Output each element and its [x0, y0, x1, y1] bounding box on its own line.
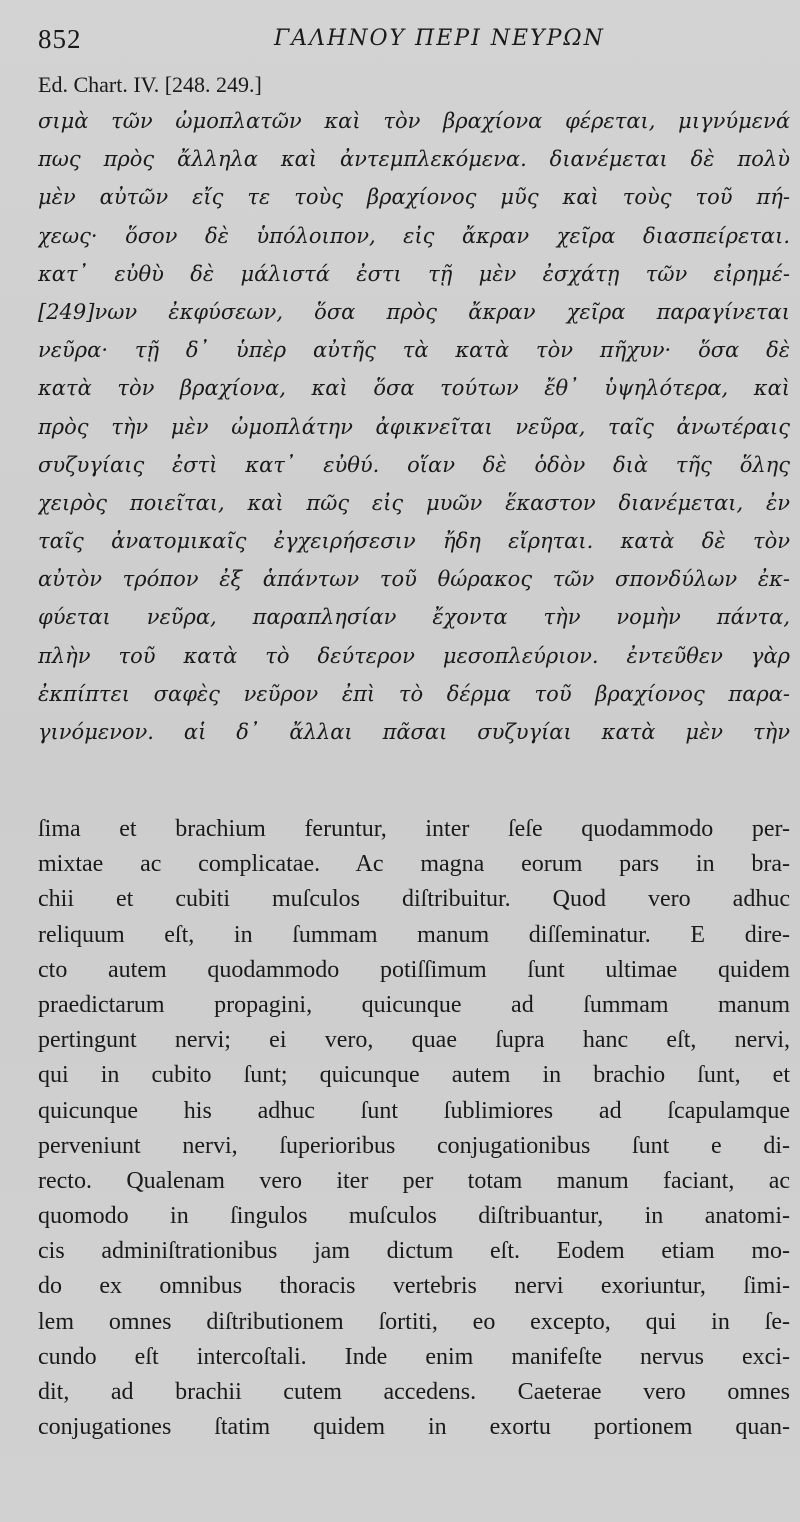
latin-line: conjugationes ſtatim quidem in exortu portionem quan- — [38, 1414, 790, 1441]
latin-line: reliquum eſt, in ſummam manum diſſeminatur. E dire- — [38, 921, 790, 948]
greek-line: αὐτὸν τρόπον ἐξ ἁπάντων τοῦ θώρακος τῶν σπονδύλων ἐκ- — [38, 567, 790, 592]
greek-line: ταῖς ἀνατομικαῖς ἐγχειρήσεσιν ἤδη εἴρηται. κατὰ δὲ τὸν — [38, 529, 790, 554]
latin-line: quomodo in ſingulos muſculos diſtribuantur, in anatomi- — [38, 1203, 790, 1230]
latin-line: cis adminiſtrationibus jam dictum eſt. Eodem etiam mo- — [38, 1238, 790, 1265]
greek-line: χειρὸς ποιεῖται, καὶ πῶς εἰς μυῶν ἕκαστον διανέμεται, ἐν — [38, 490, 790, 515]
latin-line: chii et cubiti muſculos diſtribuitur. Quod vero adhuc — [38, 886, 790, 913]
greek-text-block — [38, 102, 790, 751]
page-header — [38, 24, 778, 58]
greek-line: νεῦρα· τῇ δ᾽ ὑπὲρ αὐτῆς τὰ κατὰ τὸν πῆχυν· ὅσα δὲ — [38, 338, 790, 363]
greek-line: γινόμενον. αἱ δ᾽ ἄλλαι πᾶσαι συζυγίαι κατὰ μὲν τὴν — [38, 720, 790, 744]
latin-line: recto. Qualenam vero iter per totam manum faciant, ac — [38, 1167, 790, 1194]
greek-line: πως πρὸς ἄλληλα καὶ ἀντεμπλεκόμενα. διανέμεται δὲ πολὺ — [38, 147, 790, 172]
latin-line: qui in cubito ſunt; quicunque autem in brachio ſunt, et — [38, 1062, 790, 1089]
latin-line: perveniunt nervi, ſuperioribus conjugationibus ſunt e di- — [38, 1132, 790, 1159]
latin-line: mixtae ac complicatae. Ac magna eorum pars in bra- — [38, 851, 790, 878]
latin-line: pertingunt nervi; ei vero, quae ſupra hanc eſt, nervi, — [38, 1027, 790, 1054]
latin-line: lem omnes diſtributionem ſortiti, eo excepto, qui in ſe- — [38, 1308, 790, 1335]
greek-line: κατ᾽ εὐθὺ δὲ μάλιστά ἐστι τῇ μὲν ἐσχάτῃ τῶν εἰρημέ- — [38, 261, 790, 286]
greek-line: φύεται νεῦρα, παραπλησίαν ἔχοντα τὴν νομὴν πάντα, — [38, 605, 790, 630]
latin-line: cundo eſt intercoſtali. Inde enim manifeſte nervus exci- — [38, 1343, 790, 1370]
running-title: ΓΑΛΗΝΟΥ ΠΕΡΙ ΝΕΥΡΩΝ — [274, 26, 605, 51]
latin-text-block — [38, 812, 790, 1445]
greek-line: κατὰ τὸν βραχίονα, καὶ ὅσα τούτων ἔθ᾽ ὑψηλότερα, καὶ — [38, 376, 790, 401]
latin-line: ſima et brachium feruntur, inter ſeſe quodammodo per- — [38, 816, 790, 842]
greek-line: πλὴν τοῦ κατὰ τὸ δεύτερον μεσοπλεύριον. ἐντεῦθεν γὰρ — [38, 643, 790, 668]
latin-line: quicunque his adhuc ſunt ſublimiores ad ſcapulamque — [38, 1097, 790, 1124]
page-number: 852 — [38, 24, 82, 54]
greek-line: ἐκπίπτει σαφὲς νεῦρον ἐπὶ τὸ δέρμα τοῦ βραχίονος παρα- — [38, 681, 790, 706]
latin-line: dit, ad brachii cutem accedens. Caeterae vero omnes — [38, 1379, 790, 1405]
latin-line: praedictarum propagini, quicunque ad ſummam manum — [38, 991, 790, 1018]
greek-line: [249]νων ἐκφύσεων, ὅσα πρὸς ἄκραν χεῖρα παραγίνεται — [38, 299, 790, 324]
greek-line: σιμὰ τῶν ὠμοπλατῶν καὶ τὸν βραχίονα φέρεται, μιγνύμενά — [38, 109, 790, 133]
edition-reference: Ed. Chart. IV. [248. 249.] — [38, 72, 262, 97]
greek-line: χεως· ὅσον δὲ ὑπόλοιπον, εἰς ἄκραν χεῖρα διασπείρεται. — [38, 223, 790, 248]
greek-line: συζυγίαις ἐστὶ κατ᾽ εὐθύ. οἵαν δὲ ὁδὸν διὰ τῆς ὅλης — [38, 452, 790, 477]
latin-line: cto autem quodammodo potiſſimum ſunt ultimae quidem — [38, 956, 790, 983]
latin-line: do ex omnibus thoracis vertebris nervi exoriuntur, ſimi- — [38, 1273, 790, 1300]
greek-line: πρὸς τὴν μὲν ὠμοπλάτην ἀφικνεῖται νεῦρα, ταῖς ἀνωτέραις — [38, 414, 790, 439]
greek-line: μὲν αὐτῶν εἴς τε τοὺς βραχίονος μῦς καὶ τοὺς τοῦ πή- — [38, 185, 790, 210]
